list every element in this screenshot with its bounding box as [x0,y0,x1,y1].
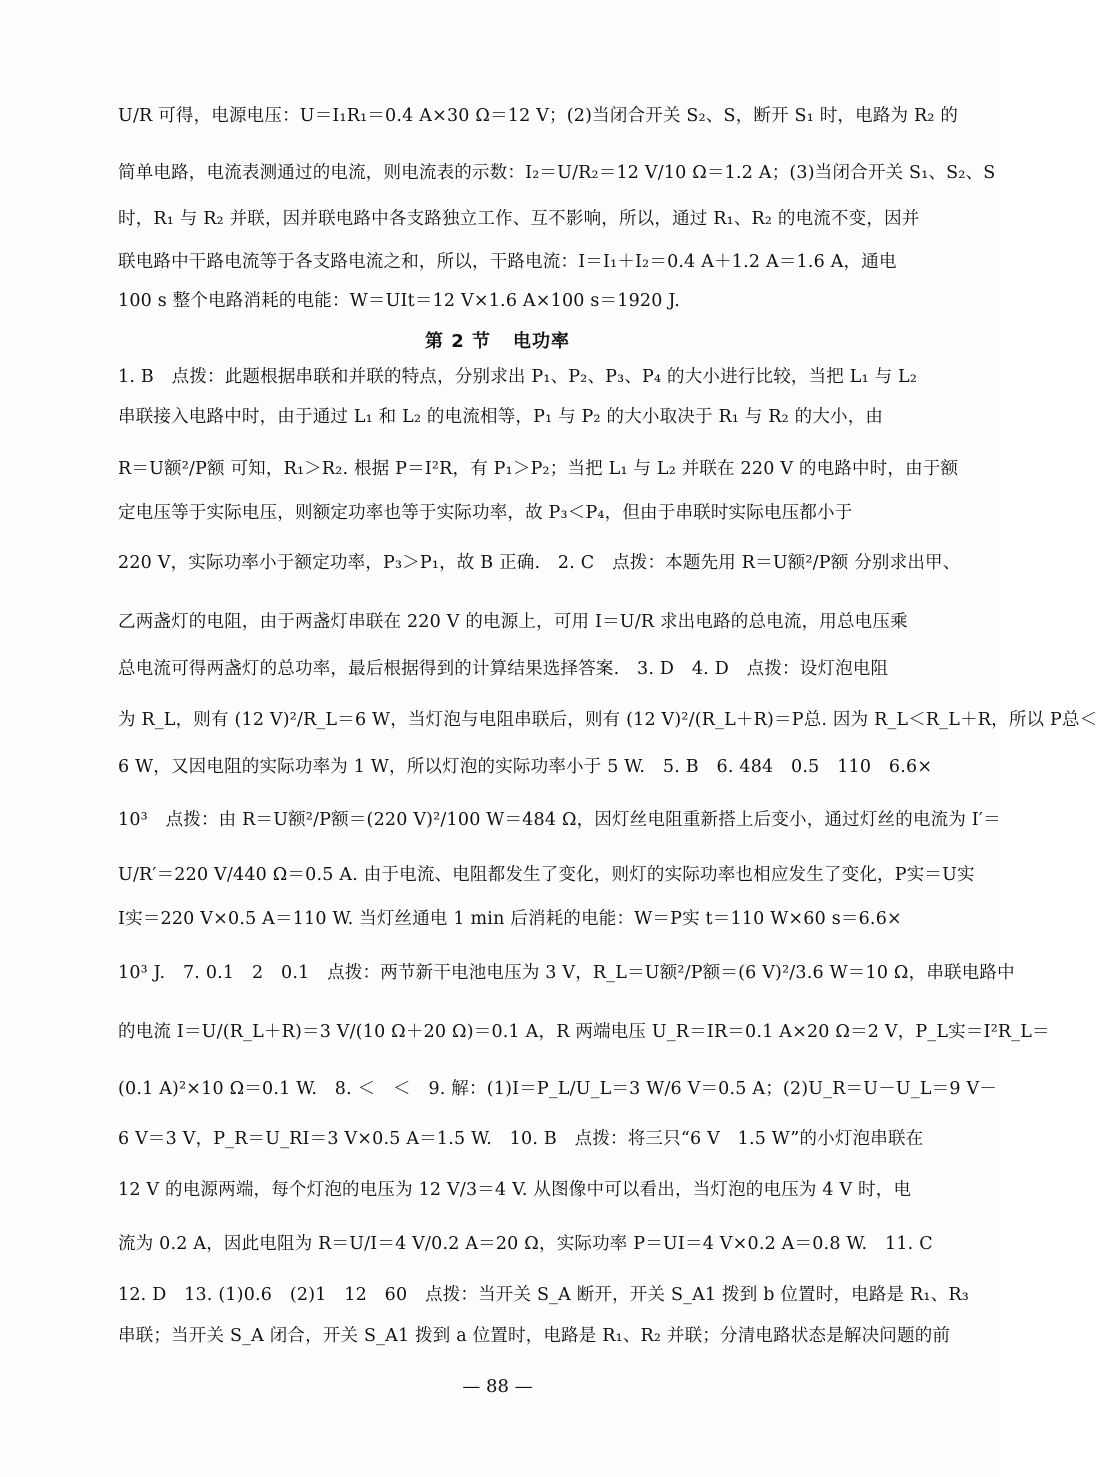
text-line-25: 串联；当开关 S_A 闭合，开关 S_A1 拨到 a 位置时，电路是 R₁、R₂ 并联；分清电路状态是解决问题的前 [118,1326,951,1346]
text-line-13: 为 R_L，则有 (12 V)²/R_L＝6 W，当灯泡与电阻串联后，则有 (12 V)²/(R_L＋R)＝P总. 因为 R_L＜R_L＋R，所以 P总＜ [118,710,1097,730]
section-title: 电功率 [513,331,571,352]
text-line-19: 的电流 I＝U/(R_L＋R)＝3 V/(10 Ω＋20 Ω)＝0.1 A，R 两端电压 U_R＝IR＝0.1 A×20 Ω＝2 V，P_L实＝I²R_L＝ [118,1022,1050,1042]
text-line-15: 10³ 点拨：由 R＝U额²/P额＝(220 V)²/100 W＝484 Ω，因灯丝电阻重新搭上后变小，通过灯丝的电流为 I′＝ [118,810,1001,830]
text-line-5: 100 s 整个电路消耗的电能：W＝UIt＝12 V×1.6 A×100 s＝1920 J. [118,291,680,311]
text-line-23: 流为 0.2 A，因此电阻为 R＝U/I＝4 V/0.2 A＝20 Ω，实际功率 P＝UI＝4 V×0.2 A＝0.8 W. 11. C [118,1234,933,1254]
text-line-2: 简单电路，电流表测通过的电流，则电流表的示数：I₂＝U/R₂＝12 V/10 Ω＝1.2 A；(3)当闭合开关 S₁、S₂、S [118,163,996,183]
text-line-7: 串联接入电路中时，由于通过 L₁ 和 L₂ 的电流相等，P₁ 与 P₂ 的大小取决于 R₁ 与 R₂ 的大小，由 [118,407,884,427]
text-line-22: 12 V 的电源两端，每个灯泡的电压为 12 V/3＝4 V. 从图像中可以看出，当灯泡的电压为 4 V 时，电 [118,1180,912,1200]
text-line-16: U/R′＝220 V/440 Ω＝0.5 A. 由于电流、电阻都发生了变化，则灯的实际功率也相应发生了变化，P实＝U实 [118,865,975,885]
text-line-24: 12. D 13. (1)0.6 (2)1 12 60 点拨：当开关 S_A 断开，开关 S_A1 拨到 b 位置时，电路是 R₁、R₃ [118,1285,969,1305]
text-line-6: 1. B 点拨：此题根据串联和并联的特点，分别求出 P₁、P₂、P₃、P₄ 的大小进行比较，当把 L₁ 与 L₂ [118,367,918,387]
text-line-4: 联电路中干路电流等于各支路电流之和，所以，干路电流：I＝I₁＋I₂＝0.4 A＋1.2 A＝1.6 A，通电 [118,252,897,272]
text-line-1: U/R 可得，电源电压：U＝I₁R₁＝0.4 A×30 Ω＝12 V；(2)当闭合开关 S₂、S，断开 S₁ 时，电路为 R₂ 的 [118,106,959,126]
section-number: 第 2 节 [424,331,492,352]
text-line-20: (0.1 A)²×10 Ω＝0.1 W. 8. ＜ ＜ 9. 解：(1)I＝P_L/U_L＝3 W/6 V＝0.5 A；(2)U_R＝U－U_L＝9 V－ [118,1079,997,1099]
text-line-18: 10³ J. 7. 0.1 2 0.1 点拨：两节新干电池电压为 3 V，R_L＝U额²/P额＝(6 V)²/3.6 W＝10 Ω，串联电路中 [118,963,1015,983]
text-line-11: 乙两盏灯的电阻，由于两盏灯串联在 220 V 的电源上，可用 I＝U/R 求出电路的总电流，用总电压乘 [118,612,908,632]
text-line-12: 总电流可得两盏灯的总功率，最后根据得到的计算结果选择答案. 3. D 4. D 点拨：设灯泡电阻 [118,659,889,679]
text-line-9: 定电压等于实际电压，则额定功率也等于实际功率，故 P₃＜P₄，但由于串联时实际电压都小于 [118,503,853,523]
text-line-17: I实＝220 V×0.5 A＝110 W. 当灯丝通电 1 min 后消耗的电能：W＝P实 t＝110 W×60 s＝6.6× [118,909,902,929]
page-number: — 88 — [462,1376,533,1397]
text-line-14: 6 W，又因电阻的实际功率为 1 W，所以灯泡的实际功率小于 5 W. 5. B 6. 484 0.5 110 6.6× [118,757,933,777]
text-line-21: 6 V＝3 V，P_R＝U_RI＝3 V×0.5 A＝1.5 W. 10. B 点拨：将三只“6 V 1.5 W”的小灯泡串联在 [118,1129,924,1149]
text-line-10: 220 V，实际功率小于额定功率，P₃＞P₁，故 B 正确. 2. C 点拨：本题先用 R＝U额²/P额 分别求出甲、 [118,553,961,573]
text-line-3: 时，R₁ 与 R₂ 并联，因并联电路中各支路独立工作、互不影响，所以，通过 R₁、R₂ 的电流不变，因并 [118,209,920,229]
text-line-8: R＝U额²/P额 可知，R₁＞R₂. 根据 P＝I²R，有 P₁＞P₂；当把 L₁ 与 L₂ 并联在 220 V 的电路中时，由于额 [118,459,959,479]
section-heading [0,327,995,353]
